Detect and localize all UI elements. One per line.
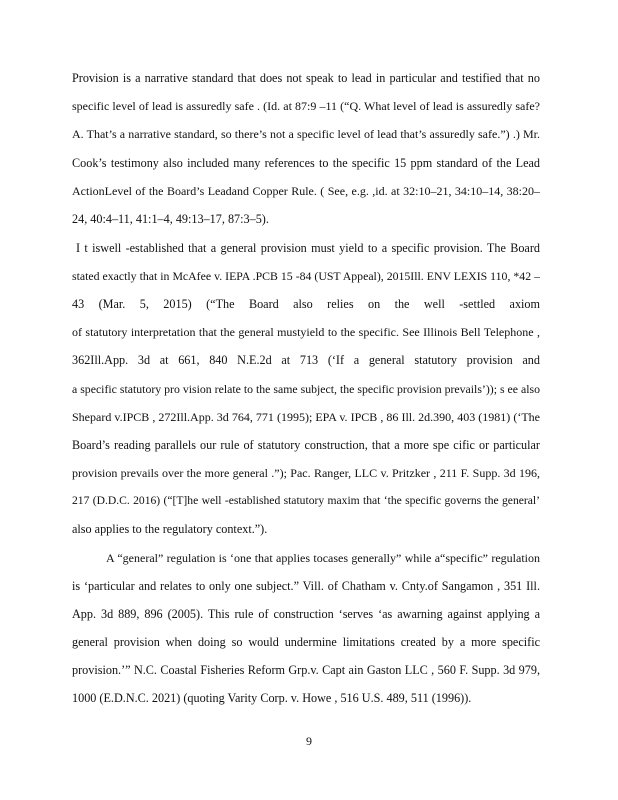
body-text-line: stated exactly that in McAfee v. IEPA .PCB 15 -84 (UST Appeal), 2015Ill. ENV LEXIS 110, *42 –	[72, 269, 540, 283]
body-text-line: Board’s reading parallels our rule of statutory construction, that a more spe cific or particular	[72, 438, 540, 452]
body-text-line: provision prevails over the more general .”); Pac. Ranger, LLC v. Pritzker , 211 F. Supp. 3d 196,	[72, 466, 540, 480]
body-text-line: of statutory interpretation that the general mustyield to the specific. See Illinois Bell Telephone ,	[72, 325, 540, 339]
page-number: 9	[306, 734, 312, 748]
body-text-line: A “general” regulation is ‘one that applies tocases generally” while a“specific” regulation	[106, 551, 540, 565]
body-text-line: 43 (Mar. 5, 2015) (“The Board also relies on the well -settled axiom	[72, 297, 540, 311]
body-text-line: is ‘particular and relates to only one subject.” Vill. of Chatham v. Cnty.of Sangamon , 351 Ill.	[72, 579, 540, 593]
body-text-line: Provision is a narrative standard that does not speak to lead in particular and testified that no	[72, 71, 540, 85]
body-text-line: provision.’” N.C. Coastal Fisheries Reform Grp.v. Capt ain Gaston LLC , 560 F. Supp. 3d 979,	[72, 663, 540, 677]
body-text-line: 1000 (E.D.N.C. 2021) (quoting Varity Corp. v. Howe , 516 U.S. 489, 511 (1996)).	[72, 691, 472, 705]
body-text-line: App. 3d 889, 896 (2005). This rule of construction ‘serves ‘as awarning against applying a	[72, 607, 540, 621]
body-text-line: A. That’s a narrative standard, so there’s not a specific level of lead that’s assuredly safe.”) .) Mr.	[72, 127, 540, 141]
body-text-line: Shepard v.IPCB , 272Ill.App. 3d 764, 771 (1995); EPA v. IPCB , 86 Ill. 2d.390, 403 (1981) (‘The	[72, 410, 540, 424]
body-text-line: 362Ill.App. 3d at 661, 840 N.E.2d at 713 (‘If a general statutory provision and	[72, 353, 540, 367]
body-text-line: 24, 40:4–11, 41:1–4, 49:13–17, 87:3–5).	[72, 212, 269, 226]
body-text-line: also applies to the regulatory context.”).	[72, 522, 268, 536]
body-text-line: 217 (D.D.C. 2016) (“[T]he well -established statutory maxim that ‘the specific governs the general’	[72, 494, 540, 507]
body-text-line: ActionLevel of the Board’s Leadand Copper Rule. ( See, e.g. ,id. at 32:10–21, 34:10–14, 38:20–	[72, 184, 540, 198]
body-text-line: a specific statutory pro vision relate to the same subject, the specific provision prevails’)); s ee also	[72, 382, 540, 396]
body-text-line: general provision when doing so would undermine limitations created by a more specific	[72, 635, 540, 649]
body-text-line: Cook’s testimony also included many references to the specific 15 ppm standard of the Lead	[72, 156, 540, 170]
body-text-line: specific level of lead is assuredly safe . (Id. at 87:9 –11 (“Q. What level of lead is assuredly safe?	[72, 99, 540, 113]
body-text-line: I t iswell -established that a general provision must yield to a specific provision. The Board	[76, 241, 540, 255]
